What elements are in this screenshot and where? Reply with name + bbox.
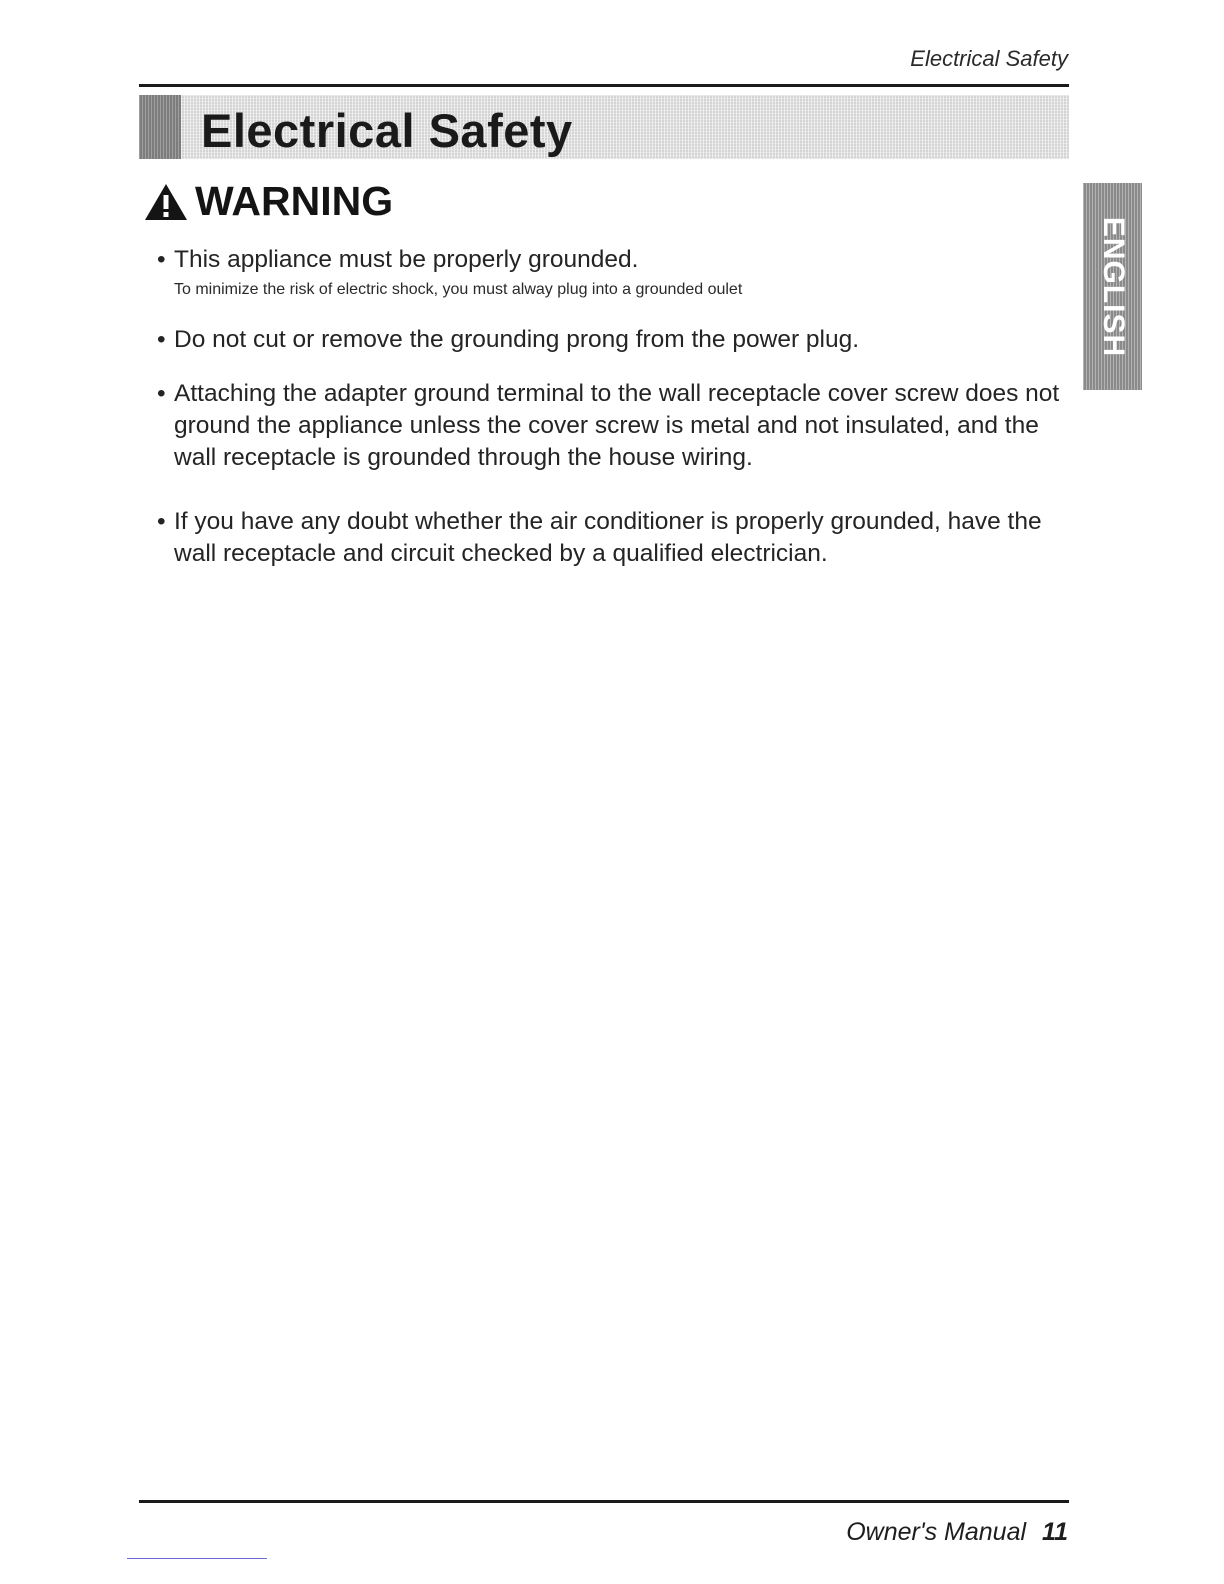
bullet-text: • Attaching the adapter ground terminal to the wall receptacle cover screw does not ground the appliance unless the cover screw is metal and not insulated, and the wall receptacle is grounded through the house wiring.: [157, 378, 1077, 474]
title-banner: [139, 95, 1069, 159]
side-tab-label: ENGLISH: [1096, 216, 1130, 357]
page-number: 11: [1042, 1518, 1068, 1546]
footer-label: Owner's Manual: [846, 1518, 1027, 1546]
language-side-tab: [1083, 183, 1142, 390]
bullet-text: • If you have any doubt whether the air conditioner is properly grounded, have the wall receptacle and circuit checked by a qualified electrician.: [157, 506, 1077, 570]
running-header: Electrical Safety: [910, 46, 1068, 71]
bullet-list: [157, 244, 1077, 570]
link-underline: [127, 1558, 267, 1559]
header-rule: [139, 84, 1069, 87]
bullet-note: To minimize the risk of electric shock, you must alway plug into a grounded oulet: [174, 281, 743, 298]
list-item: [157, 506, 1077, 570]
bullet-text: • This appliance must be properly grounded.: [157, 244, 1077, 276]
bullet-text: • Do not cut or remove the grounding prong from the power plug.: [157, 324, 1077, 356]
footer-rule: [139, 1500, 1069, 1503]
list-item: [157, 378, 1077, 474]
warning-label: WARNING: [195, 178, 394, 224]
warning-triangle-icon: [143, 182, 189, 222]
warning-heading: [143, 178, 393, 225]
footer: [846, 1518, 1068, 1547]
page-title: Electrical Safety: [201, 104, 573, 157]
list-item: [157, 244, 1077, 302]
title-block: [139, 95, 181, 159]
list-item: [157, 324, 1077, 356]
